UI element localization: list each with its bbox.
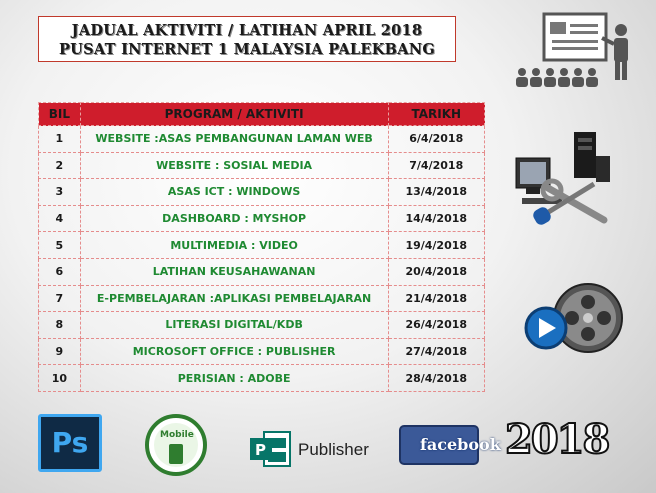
- cell-program: WEBSITE :ASAS PEMBANGUNAN LAMAN WEB: [80, 126, 388, 153]
- cell-program: LATIHAN KEUSAHAWANAN: [80, 258, 388, 285]
- table-header-row: [39, 103, 485, 126]
- cell-bil: 9: [39, 338, 81, 365]
- cell-bil: 4: [39, 205, 81, 232]
- title-line-2: PUSAT INTERNET 1 MALAYSIA PALEKBANG: [58, 41, 436, 58]
- cell-bil: 1: [39, 126, 81, 153]
- year-2018-logo: 2018: [505, 416, 609, 463]
- presentation-icon: [514, 12, 634, 92]
- cell-tarikh: 13/4/2018: [388, 179, 484, 206]
- cell-tarikh: 14/4/2018: [388, 205, 484, 232]
- col-header-tarikh: TARIKH: [388, 103, 484, 126]
- cell-bil: 7: [39, 285, 81, 312]
- cell-bil: 8: [39, 312, 81, 339]
- cell-bil: 5: [39, 232, 81, 259]
- table-row: [39, 179, 485, 206]
- col-header-bil: BIL: [39, 103, 81, 126]
- photoshop-logo: Ps: [38, 414, 102, 472]
- cell-program: DASHBOARD : MYSHOP: [80, 205, 388, 232]
- cell-tarikh: 27/4/2018: [388, 338, 484, 365]
- table-row: [39, 338, 485, 365]
- table-row: [39, 258, 485, 285]
- schedule-table: [38, 102, 485, 392]
- table-row: [39, 126, 485, 153]
- cell-program: ASAS ICT : WINDOWS: [80, 179, 388, 206]
- cell-program: MICROSOFT OFFICE : PUBLISHER: [80, 338, 388, 365]
- cell-program: PERISIAN : ADOBE: [80, 365, 388, 392]
- svg-text:P: P: [255, 441, 266, 459]
- table-row: [39, 365, 485, 392]
- page-title: [38, 16, 456, 62]
- facebook-logo: facebook: [420, 435, 501, 454]
- mobile-logo: [145, 414, 207, 476]
- cell-program: WEBSITE : SOSIAL MEDIA: [80, 152, 388, 179]
- col-header-program: PROGRAM / AKTIVITI: [80, 103, 388, 126]
- cell-tarikh: 6/4/2018: [388, 126, 484, 153]
- cell-tarikh: 21/4/2018: [388, 285, 484, 312]
- table-row: [39, 285, 485, 312]
- cell-tarikh: 7/4/2018: [388, 152, 484, 179]
- publisher-label: Publisher: [298, 440, 369, 459]
- table-row: [39, 312, 485, 339]
- mobile-logo-label: Mobile: [160, 430, 194, 440]
- video-reel-icon: [524, 282, 624, 362]
- cell-tarikh: 20/4/2018: [388, 258, 484, 285]
- cell-program: MULTIMEDIA : VIDEO: [80, 232, 388, 259]
- table-row: [39, 205, 485, 232]
- publisher-icon: [250, 430, 294, 468]
- computer-tools-icon: [512, 128, 614, 228]
- cell-tarikh: 26/4/2018: [388, 312, 484, 339]
- cell-program: E-PEMBELAJARAN :APLIKASI PEMBELAJARAN: [80, 285, 388, 312]
- table-row: [39, 152, 485, 179]
- table-row: [39, 232, 485, 259]
- cell-bil: 2: [39, 152, 81, 179]
- cell-program: LITERASI DIGITAL/KDB: [80, 312, 388, 339]
- cell-bil: 3: [39, 179, 81, 206]
- cell-tarikh: 28/4/2018: [388, 365, 484, 392]
- cell-bil: 6: [39, 258, 81, 285]
- cell-bil: 10: [39, 365, 81, 392]
- cell-tarikh: 19/4/2018: [388, 232, 484, 259]
- title-line-1: JADUAL AKTIVITI / LATIHAN APRIL 2018: [71, 22, 423, 39]
